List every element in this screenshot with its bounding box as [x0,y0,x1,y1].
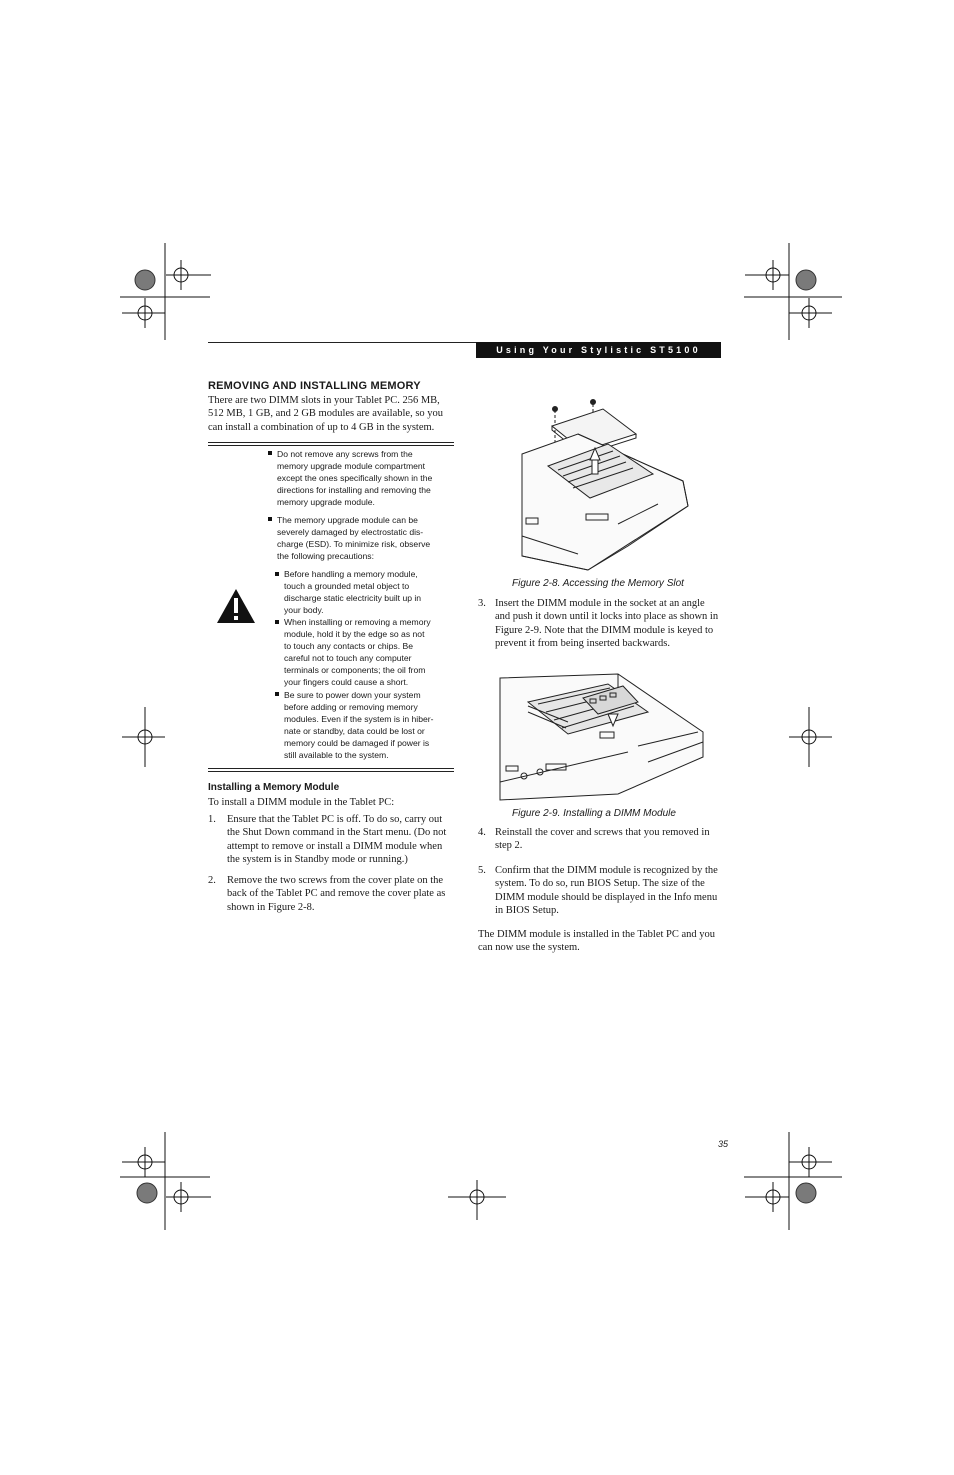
warning-subitem-2: When installing or removing a memory module, hold it by the edge so as not to touch any contacts or chips. Be careful not to touch any computer terminals or components; the oil from your fingers could cause a short. [284,617,431,687]
step-4-text: Reinstall the cover and screws that you removed in step 2. [495,827,710,852]
subsection-title: Installing a Memory Module [208,782,340,793]
figure-accessing-memory-slot [518,396,694,572]
warning-top-rule [208,442,454,446]
step-4-number: 4. [478,827,486,838]
warning-triangle-icon [216,588,256,624]
step-5-text: Confirm that the DIMM module is recognized by the system. To do so, run BIOS Setup. The size of the DIMM module should be displayed in the Info menu in BIOS Setup. [495,865,718,917]
section-intro: There are two DIMM slots in your Tablet PC. 256 MB, 512 MB, 1 GB, and 2 GB modules are available, so you can install a combination of up to 4 GB in the system. [208,395,444,433]
bullet [268,451,272,455]
warning-bottom-rule [208,768,454,772]
step-1-number: 1. [208,814,216,825]
warning-item-1: Do not remove any screws from the memory upgrade module compartment except the ones specifically shown in the directions for installing and removing the memory upgrade module. [277,449,433,507]
figure-installing-dimm-module [498,672,710,802]
step-2-number: 2. [208,875,216,886]
figure-2-9-caption: Figure 2-9. Installing a DIMM Module [512,808,676,819]
warning-subitem-1: Before handling a memory module, touch a grounded metal object to discharge static electricity built up in your body. [284,569,422,615]
section-title: REMOVING AND INSTALLING MEMORY [208,380,421,392]
step-1-text: Ensure that the Tablet PC is off. To do so, carry out the Shut Down command in the Start menu. (Do not attempt to remove or install a DIMM module when the system is in Standby mode or running.) [227,814,447,866]
step-3-text: Insert the DIMM module in the socket at an angle and push it down until it locks into place as shown in Figure 2-9. Note that the DIMM module is keyed to prevent it from being inserted backwards. [495,598,719,650]
running-header: Using Your Stylistic ST5100 [476,342,721,358]
step-2-text: Remove the two screws from the cover plate on the back of the Tablet PC and remove the cover plate as shown in Figure 2-8. [227,875,446,913]
bullet [275,620,279,624]
closing-paragraph: The DIMM module is installed in the Tablet PC and you can now use the system. [478,929,716,954]
step-5-number: 5. [478,865,486,876]
step-3-number: 3. [478,598,486,609]
warning-subitem-3: Be sure to power down your system before adding or removing memory modules. Even if the system is in hiber- nate or standby, data could be lost or memory could be damaged if power is still available to the system. [284,690,434,760]
warning-item-2: The memory upgrade module can be severely damaged by electrostatic dis- charge (ESD). To minimize risk, observe the following precautions: [277,515,431,561]
bullet [275,692,279,696]
bullet [275,572,279,576]
figure-2-8-caption: Figure 2-8. Accessing the Memory Slot [512,578,684,589]
install-intro: To install a DIMM module in the Tablet PC: [208,797,395,808]
bullet [268,517,272,521]
page-number: 35 [718,1139,729,1149]
